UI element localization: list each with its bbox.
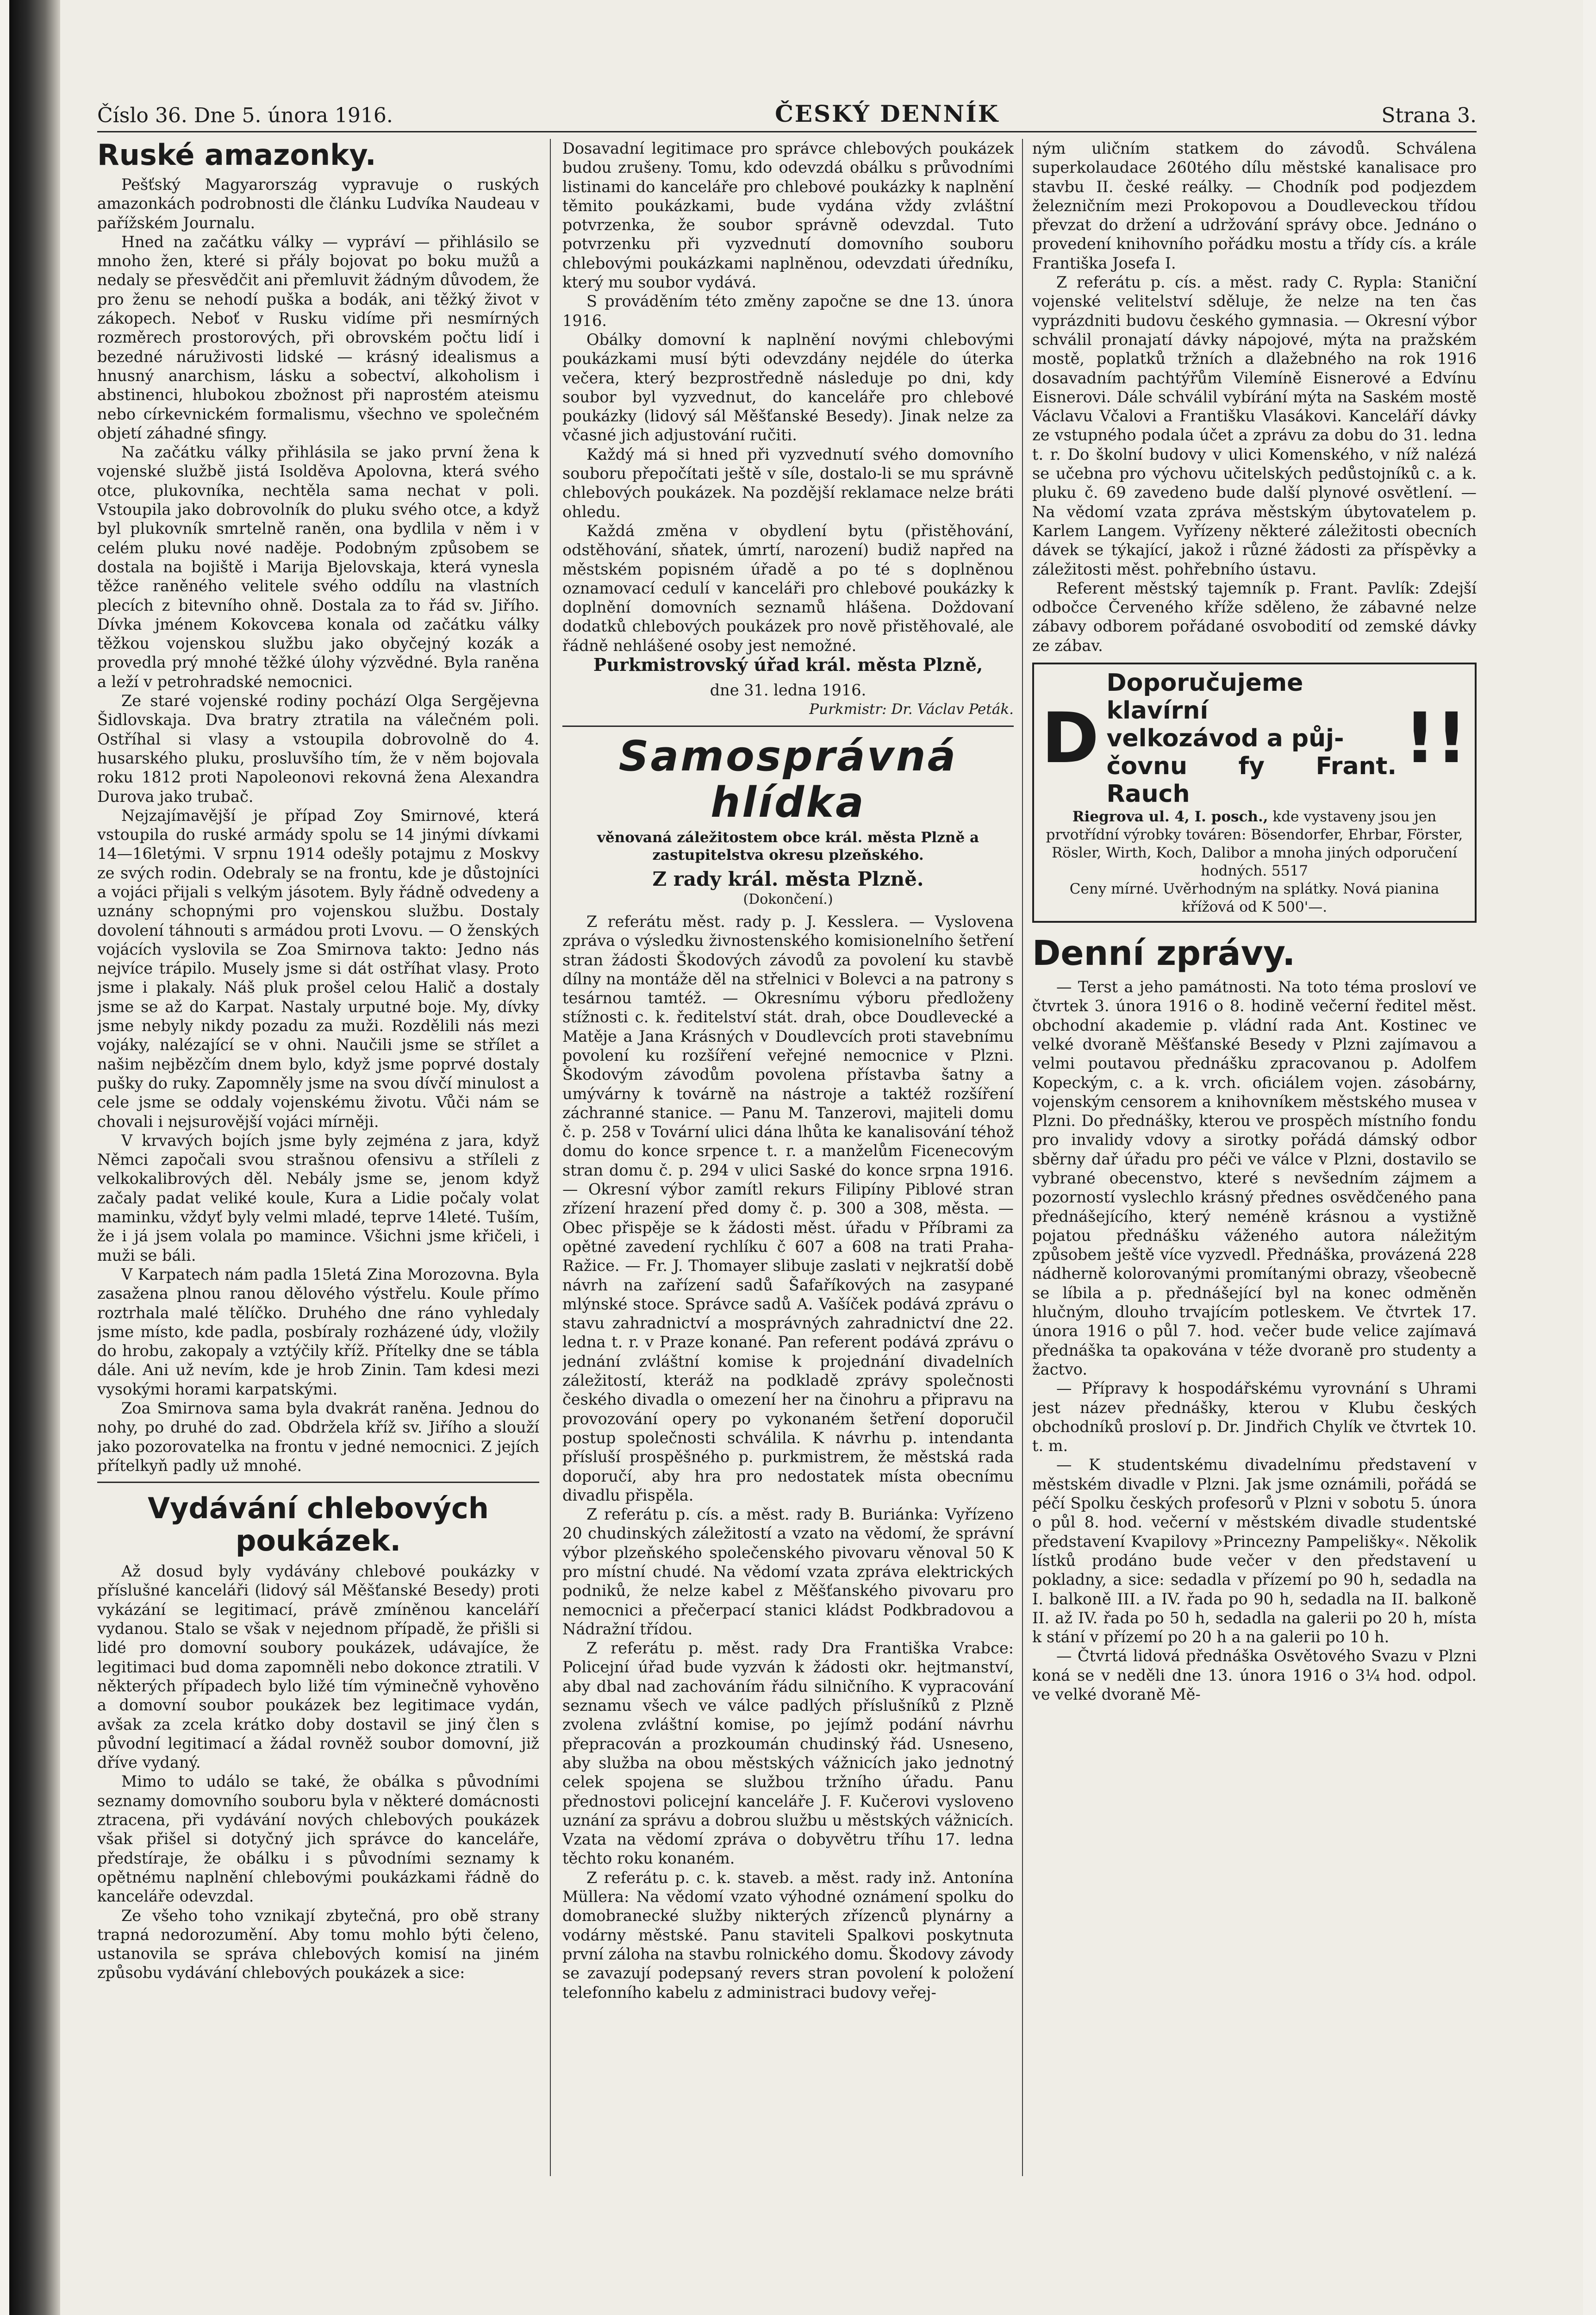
article-paragraph: — Čtvrtá lidová přednáška Osvětového Svazu v Plzni koná se v neděli dne 13. února 1916 o 3¼ hod. odpol. ve velké dvoraně Mě-	[1032, 1647, 1477, 1703]
article-paragraph: Referent městský tajemník p. Frant. Pavlík: Zdejší odbočce Červeného kříže sděleno, že zábavné nelze zábavy odborem pořádané osvobodití od zemské dávky ze zábav.	[1032, 579, 1477, 655]
page-number: Strana 3.	[1381, 104, 1477, 127]
header-rule	[97, 131, 1477, 132]
ad-title-line: čovnu fy Frant. Rauch	[1106, 752, 1397, 808]
signature-office: Purkmistrovský úřad král. města Plzně,	[593, 654, 983, 676]
ad-body: kde vystaveny jsou jen prvotřídní výrobky továren: Bösendorfer, Ehrbar, Förster, Rösler, Wirth, Koch, Dalibor a mnoha jiných odporučení hodných. 5517	[1046, 808, 1463, 880]
article-title: Z rady král. města Plzně.	[652, 867, 924, 890]
article-paragraph: Pešťský Magyarország vypravuje o ruských amazonkách podrobnosti dle článku Ludvíka Naudeau v pařížském Journalu.	[97, 175, 539, 232]
article-paragraph: Obálky domovní k naplnění novými chlebovými poukázkami musí býti odevzdány nejdéle do úterka večera, který bezprostředně následuje po dni, kdy soubor byl vyzvednut, do kanceláře pro chlebové poukázky (lidový sál Měšťanské Besedy). Jinak nelze za včasné jich adjustování ručiti.	[562, 330, 1014, 444]
signature-date: dne 31. ledna 1916.	[710, 681, 867, 700]
column-rule	[550, 139, 551, 2176]
article-paragraph: Na začátku války přihlásila se jako první žena k vojenské službě jistá Isolděva Apolovna, která svého otce, plukovníka, nechtěla sama nechat v poli. Vstoupila jako dobrovolník do pluku svého otce, a když byl plukovník smrtelně raněn, ona bydlila v něm i v celém pluku nové naděje. Podobným způsobem se dostala na bojiště i Marija Bjelovskaja, která vynesla těžce raněného velitele svého oddílu na vlastních plecích z bitevního ohně. Dostala za to řád sv. Jiřího. Dívka jménem Kokovcева konala od začátku války těžkou vojenskou službu jako obyčejný kozák a provedla prý mnohé těžké úlohy výzvědné. Byla raněna a leží v petrohradské nemocnici.	[97, 443, 539, 691]
article-paragraph: — K studentskému divadelnímu představení v městském divadle v Plzni. Jak jsme oznámili, pořádá se péčí Spolku českých profesorů v Plzni v sobotu 5. února o půl 8. hod. večerní v městském divadle studentské představení Kvapilovy »Princezny Pampelišky«. Několik lístků prodáno bude večer v den představení u pokladny, a sice: sedadla v přízemí po 90 h, sedadla na I. balkoně III. a IV. řada po 90 h, sedadla na II. balkoně II. až IV. řada po 50 h, sedadla na galerii po 20 h, místa k stání v přízemí po 20 h a na galerii po 10 h.	[1032, 1456, 1477, 1646]
article-paragraph: ným uličním statkem do závodů. Schválena superkolaudace 260tého dílu městské kanalisace pro stavbu II. české reálky. — Chodník pod podjezdem železničním mezi Prokopovou a Doudleveckou třídou převzat do držení a udržování správy obce. Jednáno o provedení knihovního pořádku mostu a třídy cís. a krále Františka Josefa I.	[1032, 139, 1477, 272]
section-title: Denní zprávy.	[1032, 933, 1296, 974]
advertisement-box	[1032, 663, 1477, 923]
ad-prices: Ceny mírné. Uvěrhodným na splátky. Nová pianina křížová od K 500'—.	[1069, 881, 1440, 916]
ad-address-text: Riegrova ul. 4, I. posch.,	[1072, 808, 1268, 826]
article-paragraph: — Přípravy k hospodářskému vyrovnání s Uhrami jest název přednášky, kterou v Klubu českých obchodníků prosloví p. Dr. Jindřich Chylík ve čtvrtek 10. t. m.	[1032, 1379, 1477, 1455]
article-paragraph: Dosavadní legitimace pro správce chlebových poukázek budou zrušeny. Tomu, kdo odevzdá obálku s průvodními listinami do kanceláře pro chlebové poukázky k naplnění těmito poukázkami, bude vydána vždy zvláštní potvrzenka, že soubor správně odevzdal. Tuto potvrzenku při vyzvednutí domovního souboru chlebovými poukázkami naplněnou, odevzdati úředníku, který mu soubor vydává.	[562, 139, 1014, 292]
article-paragraph: Každý má si hned při vyzvednutí svého domovního souboru přepočítati ještě v síle, dostalo-li se mu správně chlebových poukázek. Na pozdější reklamace nelze bráti ohledu.	[562, 445, 1014, 521]
page-header	[97, 100, 1477, 127]
article-paragraph: Z referátu měst. rady p. J. Kesslera. — Vyslovena zpráva o výsledku živnostenského komisionelního šetření stran žádosti Škodových závodů za povolení ku stavbě dílny na montáže děl na střelnici v Bolevci a na patrony s tesárnou tamtéž. — Okresnímu výboru předloženy stížnosti c. k. ředitelství stát. drah, obce Doudlevecké a Matěje a Jana Krásných v Doudlevcích proti stavebnímu povolení ku rozšíření veřejné nemocnice v Plzni. Škodovým závodům povolena přístavba šatny a umývárny k továrně na nástroje a taktéž rozšíření záchranné stanice. — Panu M. Tanzerovi, majiteli domu č. p. 258 v Tovární ulici dána lhůta ke kanalisování téhož domu do konce srpence t. r. a manželům Ficenecovým stran domu č. p. 294 v ulici Saské do konce srpna 1916. — Okresní výbor zamítl rekurs Filipíny Piblové stran zřízení hrazení před domy č. p. 300 a 308, města. — Obec přispěje se k žádosti měst. úřadu v Příbrami za opětné zavedení rychlíku č 607 a 608 na trati Praha-Ražice. — Fr. J. Thomayer slibuje zaslati v nejkratší době návrh na zařízení sadů Šafaříkových na zasypané mlýnské stoce. Správce sadů A. Vašíček podává zprávu o stavu zahradnictví a mosprávných zahradnictví dne 22. ledna t. r. v Praze konané. Pan referent podává zprávu o jednání zvláštní komise k projednání divadelních záležitostí, kteráž na podkladě zprávy společnosti českého divadla o omezení her na činohru a připravu na provozování opery po vykonaném šetření doporučil postup společnosti schválila. K návrhu p. intendanta přísluší prospěšného p. purkmistrem, že městská rada doporučí, aby hra pro nedostatek místa obecnímu divadlu přispěla.	[562, 912, 1014, 1504]
issue-date: Číslo 36. Dne 5. února 1916.	[97, 104, 393, 127]
article-paragraph: Mimo to událo se také, že obálka s původními seznamy domovního souboru byla v některé domácnosti ztracena, při vydávání nových chlebových poukázek však přišel si dotyčný jich správce do kanceláře, předstíraje, že obálku i s původními seznamy k opětnému naplnění chlebovými poukázkami řádně do kanceláře odevzdal.	[97, 1772, 539, 1906]
binding-shadow	[9, 0, 60, 2315]
masthead: ČESKÝ DENNÍK	[775, 100, 1000, 127]
ad-exclamation: !!	[1404, 698, 1467, 779]
section-title: Samosprávná hlídka	[618, 732, 958, 827]
ad-title-line: Doporučujeme klavírní	[1106, 669, 1303, 725]
section-separator	[97, 1482, 539, 1483]
ad-initial: D	[1041, 698, 1099, 779]
ad-address	[1041, 808, 1467, 880]
newspaper-page	[9, 0, 1583, 2315]
article-paragraph: Každá změna v obydlení bytu (přistěhování, odstěhování, sňatek, úmrtí, narození) budiž napřed na městském popisném úřadě a po té s doplněnou oznamovací cedulí v kanceláři pro chlebové poukázky k doplnění domovních seznamů hlášena. Doždovaní dodatků chlebových poukázek pro nově přistěhovalé, ale řádně nehlášené osoby jest nemožné.	[562, 521, 1014, 655]
article-paragraph: Ze staré vojenské rodiny pochází Olga Sergějevna Šidlovskaja. Dva bratry ztratila na válečném poli. Ostříhal si vlasy a vstoupila dobrovolně do 4. husarského pluku, prosluvšího tím, že v něm bojovala roku 1812 proti Napoleonovi rekovná žena Alexandra Durova jako trubač.	[97, 692, 539, 806]
column-rule	[1022, 139, 1023, 2176]
article-paragraph: Z referátu p. měst. rady Dra Františka Vrabce: Policejní úřad bude vyzván k žádosti okr. hejtmanství, aby dbal nad zachováním řádu silničního. K vypracování seznamu všech ve válce padlých příslušníků z Plzně zvolena zvláštní komise, po jejímž podání návrhu přepracován a prozkoumán chudinský řád. Usneseno, aby služba na obou městských vážnicích jako jednotný celek spojena se službou tržního úřadu. Panu přednostovi policejní kanceláře J. F. Kučerovi vysloveno uznání za správu a dobrou službu u městských vážnicích. Vzata na vědomí zpráva o dobyvětru tříhu 17. ledna těchto roku konaném.	[562, 1639, 1014, 1868]
article-paragraph: Z referátu p. cís. a měst. rady B. Buriánka: Vyřízeno 20 chudinských záležitostí a vzato na vědomí, že správní výbor plzeňského společenského pivovaru věnoval 50 K pro místní chudé. Na vědomí vzata zpráva elektrických podniků, že nelze kabel z Měšťanského pivovaru pro nemocnici a přečerpací stanici kládst Podkbradovou a Nádražní třídou.	[562, 1505, 1014, 1638]
column-3	[1032, 139, 1477, 2185]
continuation-note: (Dokončení.)	[743, 891, 833, 907]
article-paragraph: Z referátu p. cís. a měst. rady C. Rypla: Staniční vojenské velitelství sděluje, že nelze na ten čas vyprázdniti budovu českého gymnasia. — Okresní výbor schválil pronajatí dávky nápojové, mýta na pražském mostě, poplatků tržních a dlažebného na rok 1916 dosavadním pachtýřům Vilemíně Eisnerové a Edvínu Eisnerovi. Dále schválil vybírání mýta na Saském mostě Václavu Včalovi a Františku Vlasákovi. Kanceláří dávky ze vstupného podala účet a zprávu za dobu do 31. ledna t. r. Do školní budovy v ulici Komenského, v níž nalézá se učebna pro výchovu učitelských pedůstojníků c. a k. pluku č. 69 zavedeno bude další plynové osvětlení. — Na vědomí vzata zpráva městským úbytovatelem p. Karlem Langem. Vyřízeny některé záležitosti obecních dávek se týkající, jakož i různé žádosti za příspěvky a záležitosti měst. pohřebního ústavu.	[1032, 273, 1477, 578]
article-paragraph: Nejzajímavější je případ Zoy Smirnové, která vstoupila do ruské armády spolu se 14 jinými dívkami 14—16letými. V srpnu 1914 odešly potajmu z Moskvy ze svých rodin. Odebraly se na frontu, kde je důstojníci a vojáci přijali s velkým jásotem. Byly řádně odvedeny a uznány schopnými pro vojenskou službu. Dostaly dovolení táhnouti s armádou proti Lvovu. — O ženských vojácích vyslovila se Zoa Smirnova takto: Jedno nás nejvíce trápilo. Musely jsme si dát ostříhat vlasy. Proto jsme i plakaly. Náš pluk prošel celou Halič a dostaly jsme se až do Karpat. Nastaly urputné boje. My, dívky jsme nebyly nikdy pozadu za muži. Rozdělili nás mezi vojáky, nalézající se v ohni. Naučili jsme se střílet a našim nejbězčím dnem bylo, když jsme poprvé dostaly pušky do ruky. Zapomněly jsme na svou dívčí minulost a cele jsme se oddaly vojenskému životu. Vůči nám se chovali i nejsurovější vojáci mírněji.	[97, 806, 539, 1131]
section-subtitle: věnovaná záležitostem obce král. města Plzně a zastupitelstva okresu plzeňského.	[597, 829, 979, 863]
article-paragraph: Hned na začátku války — vypráví — přihlásilo se mnoho žen, které si přály bojovat po boku mužů a nedaly se přesvědčit ani přemluvit žádným důvodem, že pro ženu se nehodí puška a bodák, ani těžký život v zákopech. Neboť v Rusku vidíme při nesmírných rozměrech prostorových, při obrovském počtu lidí i bezedné náruživosti lidské — krásný idealismus a hnusný anarchism, lásku a sobectví, alkoholism i abstinenci, hlubokou zbožnost při naprostém ateismu nebo církevnickém formalismu, všechno ve společném objetí záhadné sfingy.	[97, 232, 539, 442]
article-paragraph: — Terst a jeho památnosti. Na toto téma prosloví ve čtvrtek 3. února 1916 o 8. hodině večerní ředitel měst. obchodní akademie p. vládní rada Ant. Kostinec ve velké dvoraně Měšťanské Besedy v Plzni zajímavou a velmi poutavou přednášku zpracovanou p. Adolfem Kopeckým, c. a k. vrch. oficiálem vojen. zásobárny, vojenským censorem a knihovníkem městského musea v Plzni. Do přednášky, kterou ve prospěch místního fondu pro invalidy vdovy a sirotky pořádá dámský odbor sběrny dař úřadu pro péči ve válce v Plzni, dostavilo se vybrané obecenstvo, které s nevšedním zájmem a pozorností vyslechlo krásný přednes osvědčeného pana přednášejícího, který neméně krásnou a vystižně pojatou přednášku váženého autora náležitým způsobem ještě více vyzvedl. Přednáška, provázená 228 nádherně kolorovanými promítanými obrazy, všeobecně se líbila a p. přednášející byl na konec odměněn hlučným, dlouho trvajícím potleskem. Ve čtvrtek 17. února 1916 o půl 7. hod. večer bude velice zajímavá přednáška ta opakována v téže dvoraně pro studenty a žactvo.	[1032, 978, 1477, 1378]
article-paragraph: V krvavých bojích jsme byly zejména z jara, když Němci započali svou strašnou ofensivu a stříleli z velkokalibrových děl. Nebály jsme se, jenom když začaly padat veliké koule, Kura a Lidie počaly volat maminku, vždyť byly velmi mladé, teprve 14leté. Tuším, že i já jsem volala po mamince. Všichni jsme křičeli, i muži se báli.	[97, 1131, 539, 1264]
section-separator	[562, 726, 1014, 727]
article-paragraph: Zoa Smirnova sama byla dvakrát raněna. Jednou do nohy, po druhé do zad. Obdržela kříž sv. Jiřího a slouží jako pozorovatelka na frontu v jedné nemocnici. Z jejích přítelkyň padly už mnohé.	[97, 1399, 539, 1475]
signature-name: Purkmistr: Dr. Václav Peták.	[809, 701, 1014, 718]
article-paragraph: Ze všeho toho vznikají zbytečná, pro obě strany trapná nedorozumění. Aby tomu mohlo býti čeleno, ustanovila se správa chlebových komisí na jiném způsobu vydávání chlebových poukázek a sice:	[97, 1906, 539, 1982]
article-title: Ruské amazonky.	[97, 139, 376, 172]
article-title: Vydávání chlebových poukázek.	[148, 1491, 489, 1558]
article-paragraph: V Karpatech nám padla 15letá Zina Morozovna. Byla zasažena plnou ranou dělového výstřelu. Koule přímo roztrhala malé tělíčko. Druhého dne ráno vyhledaly jsme místo, kde padla, posbíraly rozházené údy, vložily do hrobu, zakopaly a vztýčily kříž. Přítelky dne se tábla dále. Ani už nevím, kde je hrob Zinin. Tam kdesi mezi vysokými horami karpatskými.	[97, 1265, 539, 1398]
article-paragraph: Až dosud byly vydávány chlebové poukázky v příslušné kanceláři (lidový sál Měšťanské Besedy) proti vykázání se legitimací, právě zmíněnou kanceláří vydanou. Stalo se však v nejednom případě, že přišli si lidé pro domovní soubory poukázek, udávajíce, že legitimaci bud doma zapomněli nebo dokonce ztratili. V některých případech bylo ližé tím výminečně vyhověno a domovní soubor poukázek bez legitimace vydán, avšak za zcela krátko doby dostavil se jiný člen s původní legitimací a žádal rovněž soubor domovní, již dříve vydaný.	[97, 1562, 539, 1772]
ad-title-line: velkozávod a půj-	[1106, 725, 1344, 753]
column-2	[562, 139, 1014, 2185]
ad-title	[1041, 669, 1467, 808]
article-paragraph: S prováděním této změny započne se dne 13. února 1916.	[562, 292, 1014, 330]
column-1	[97, 139, 539, 2185]
article-paragraph: Z referátu p. c. k. staveb. a měst. rady inž. Antonína Müllera: Na vědomí vzato výhodné oznámení spolku do domobranecké služby nikterých zřízenců plynárny a vodárny městské. Panu staviteli Spalkovi poskytnuta první záloha na stavbu rolnického domu. Škodovy závody se zavazují podepsaný revers stran povolení k položení telefonního kabelu z administraci budovy veřej-	[562, 1868, 1014, 2002]
